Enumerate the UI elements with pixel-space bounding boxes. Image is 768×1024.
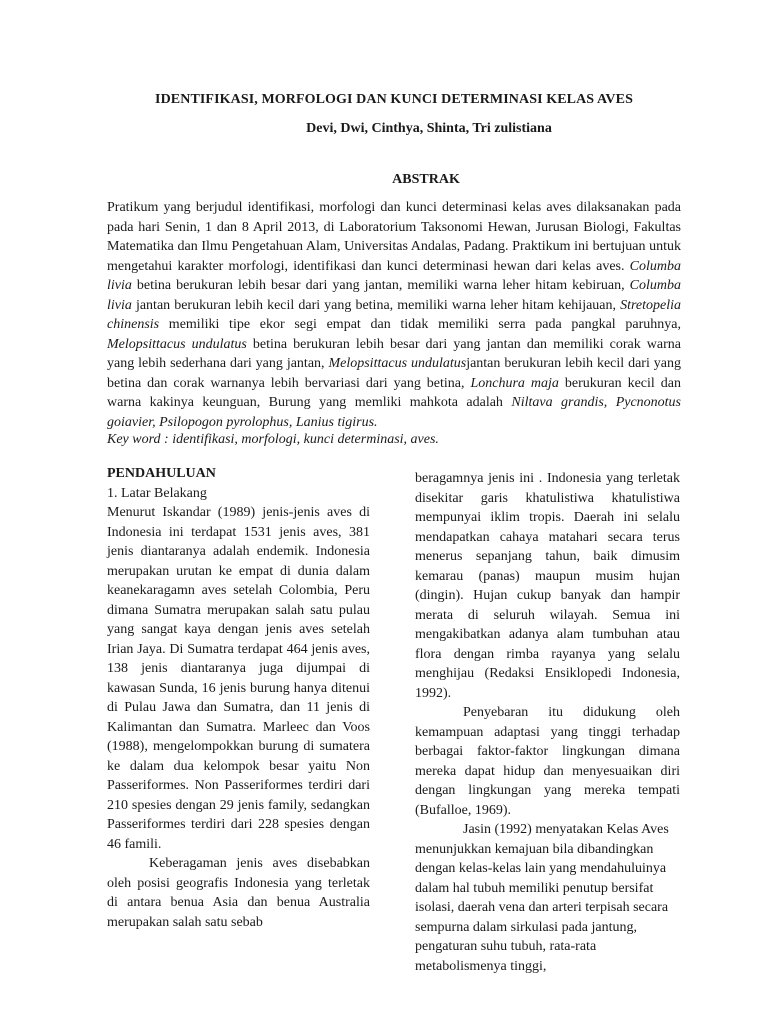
- species-name: Stretopelia chinensis: [107, 297, 681, 332]
- right-column: [415, 469, 680, 976]
- species-name: Melopsittacus undulatus: [328, 356, 467, 371]
- body-paragraph: Menurut Iskandar (1989) jenis-jenis aves di Indonesia ini terdapat 1531 jenis aves, 381 jenis diantaranya adalah endemik. Indonesia merupakan urutan ke empat di dunia dalam keanekaragamn aves setelah Colombia, Peru dimana Sumatra merupakan salah satu pulau yang sangat kaya dengan jenis aves setelah Irian Jaya. Di Sumatra terdapat 464 jenis aves, 138 jenis diantaranya juga dijumpai di kawasan Sunda, 16 jenis burung hanya ditenui di Pulau Jawa dan Sumatra, dan 11 jenis di Kalimantan dan Sumatra. Marleec dan Voos (1988), mengelompokkan burung di sumatera ke dalam dua kelompok besar yaitu Non Passeriformes. Non Passeriformes terdiri dari 210 spesies dengan 29 jenis family, sedangkan Passeriformes terdiri dari 228 spesies dengan 46 famili.: [107, 505, 370, 852]
- paper-title: IDENTIFIKASI, MORFOLOGI DAN KUNCI DETERMINASI KELAS AVES: [155, 92, 633, 107]
- paper-authors: Devi, Dwi, Cinthya, Shinta, Tri zulistiana: [306, 121, 552, 136]
- species-name: Columba livia: [107, 258, 681, 293]
- abstract-heading: ABSTRAK: [392, 172, 460, 187]
- body-paragraph: Keberagaman jenis aves disebabkan oleh posisi geografis Indonesia yang terletak di antara benua Asia dan benua Australia merupakan salah satu sebab: [107, 856, 370, 930]
- species-name: Niltava grandis, Pycnonotus goiavier, Psilopogon pyrolophus, Lanius tigirus.: [107, 395, 682, 430]
- species-name: Lonchura maja: [470, 375, 559, 391]
- left-column: [107, 464, 370, 932]
- body-paragraph: Penyebaran itu didukung oleh kemampuan adaptasi yang tinggi terhadap berbagai faktor-faktor lingkungan dimana mereka dapat hidup dan menyesuaikan diri dengan lingkungan yang mereka tempati (Bufalloe, 1969).: [415, 705, 680, 818]
- keywords: Key word : identifikasi, morfologi, kunci determinasi, aves.: [107, 432, 439, 447]
- species-name: Columba livia: [107, 278, 681, 313]
- abstract-body: Pratikum yang berjudul identifikasi, morfologi dan kunci determinasi kelas aves dilaksanakan pada pada hari Senin, 1 dan 8 April 2013, di Laboratorium Taksonomi Hewan, Jurusan Biologi, Fakultas Matematika dan Ilmu Pengetahuan Alam, Universitas Andalas, Padang. Praktikum ini bertujuan untuk mengetahui karakter morfologi, identifikasi dan kunci determinasi hewan dari kelas aves. Columba livia betina berukuran lebih besar dari yang jantan, memiliki warna leher hitam kebiruan, Columba livia jantan berukuran lebih kecil dari yang betina, memiliki warna leher hitam kehijauan, Stretopelia chinensis memiliki tipe ekor segi empat dan tidak memiliki serra pada pangkal paruhnya, Melopsittacus undulatus betina berukuran lebih besar dari yang jantan dan memiliki corak warna yang lebih sederhana dari yang jantan, Melopsittacus undulatusjantan berukuran lebih kecil dari yang betina dan corak warnanya lebih bervariasi dari yang betina, Lonchura maja berukuran kecil dan warna kakinya keunguan, Burung yang memliki mahkota adalah Niltava grandis, Pycnonotus goiavier, Psilopogon pyrolophus, Lanius tigirus.: [107, 200, 682, 430]
- species-name: Melopsittacus undulatus: [107, 336, 247, 352]
- body-paragraph: beragamnya jenis ini . Indonesia yang terletak disekitar garis khatulistiwa khatulistiwa mempunyai iklim tropis. Daerah ini selalu mendapatkan cahaya matahari secara terus menerus sepanjang tahun, baik dimusim kemarau (panas) maupun musim hujan (dingin). Hujan cukup banyak dan hampir merata di seluruh wilayah. Semua ini mengakibatkan adanya alam tumbuhan atau flora dengan rimba rayanya yang selalu menghijau (Redaksi Ensiklopedi Indonesia, 1992).: [415, 471, 680, 701]
- subsection-heading: 1. Latar Belakang: [107, 485, 207, 501]
- body-paragraph: Jasin (1992) menyatakan Kelas Aves menunjukkan kemajuan bila dibandingkan dengan kelas-kelas lain yang mendahuluinya dalam hal tubuh memiliki penutup bersifat isolasi, daerah vena dan arteri terpisah secara sempurna dalam sirkulasi pada jantung, pengaturan suhu tubuh, rata-rata metabolismenya tinggi,: [415, 822, 669, 974]
- section-heading: PENDAHULUAN: [107, 466, 216, 481]
